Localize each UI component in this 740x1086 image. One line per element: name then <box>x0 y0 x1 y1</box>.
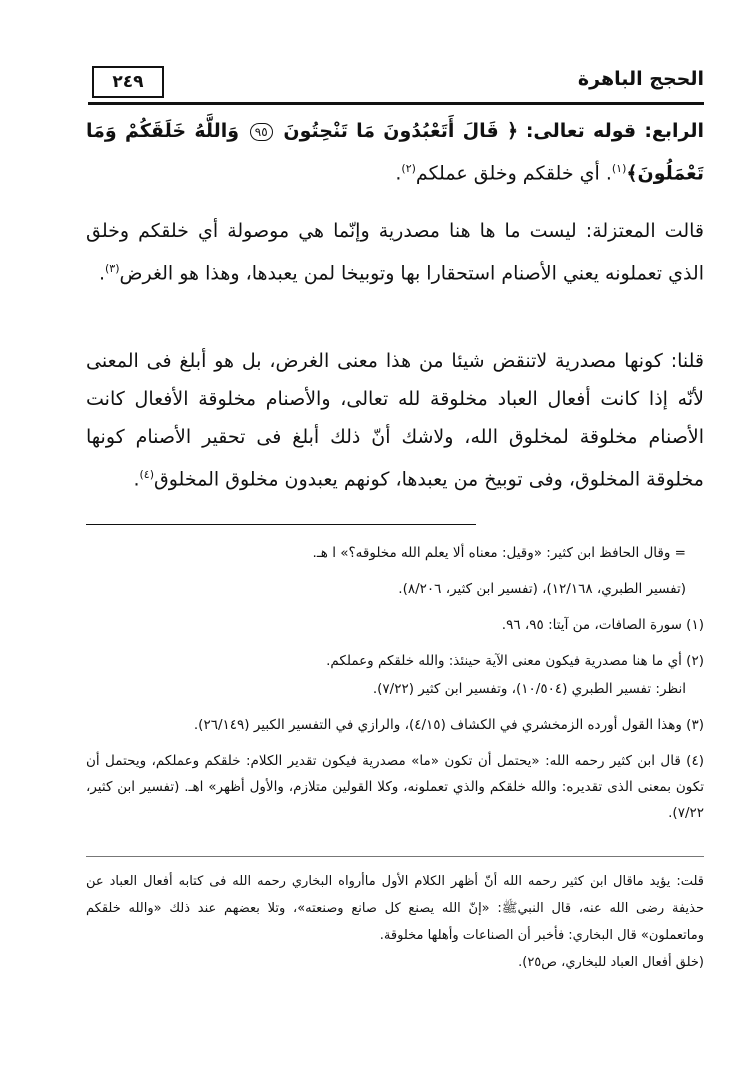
footnote-ref-1: (١) <box>611 162 627 175</box>
page-number: ٢٤٩ <box>92 66 164 98</box>
main-text-2 <box>86 212 704 292</box>
verse-number: ٩٥ <box>250 123 273 141</box>
paragraph-end: . <box>133 468 140 491</box>
book-title: الحجج الباهرة <box>577 68 704 90</box>
footnote-continuation: = وقال الحافظ ابن كثير: «وقيل: معناه ألا يعلم الله مخلوقه؟» ا هـ. <box>312 545 686 561</box>
main-text-3 <box>86 342 704 498</box>
paragraph-lead: الرابع: قوله تعالى: <box>525 120 705 142</box>
footnote-3: (٣) وهذا القول أورده الزمخشري في الكشاف (٤/١٥)، والرازي في التفسير الكبير (٢٦/١٤٩). <box>193 717 704 733</box>
paragraph-mutazila <box>86 212 704 292</box>
note-text: قلت: يؤيد ماقال ابن كثير رحمه الله أنّ أظهر الكلام الأول ماأرواه البخاري رحمه الله فى كتابه أفعال العباد عن حذيفة رضى الله عنه، قال النبيﷺ: «إنّ الله يصنع كل صانع وصنعته»، وتلا بعضهم عند ذلك «والله خلقكم وماتعملون» قال البخاري: فأخبر أن الصناعات وأهلها مخلوقة. <box>86 874 704 943</box>
paragraph-end: . <box>98 262 105 285</box>
note-divider <box>86 856 704 857</box>
footnote-1: (١) سورة الصافات، من آيتا: ٩٥، ٩٦. <box>501 617 704 633</box>
footnote-ref-4: (٤) <box>139 468 154 481</box>
paragraph-end: . <box>395 162 402 185</box>
note-source: (خلق أفعال العباد للبخاري، ص٢٥). <box>518 955 704 970</box>
author-note <box>86 868 704 986</box>
footnote-ref-2: (٢) <box>401 162 416 175</box>
quran-verse-part-1: ﴿ قَالَ أَتَعْبُدُونَ مَا تَنْحِتُونَ <box>283 120 519 142</box>
paragraph-fourth-point <box>86 112 704 192</box>
footnote-4: (٤) قال ابن كثير رحمه الله: «يحتمل أن تكون «ما» مصدرية فيكون تقدير الكلام: خلقكم وعملكم، ويحتمل أن تكون بمعنى الذى تقديره: والله خلقكم والذي تعملونه، وكلا القولين متلازم، والأول أظهر» اهـ. (تفسير ابن كثير، ٧/٢٢). <box>86 753 704 821</box>
paragraph-response <box>86 342 704 498</box>
header-divider <box>88 102 704 105</box>
footnote-2-source: انظر: تفسير الطبري (١٠/٥٠٤)، وتفسير ابن كثير (٧/٢٢). <box>372 681 686 697</box>
paragraph-text: قلنا: كونها مصدرية لاتنقض شيئا من هذا معنى الغرض، بل هو أبلغ فى المعنى لأنّه إذا كانت أفعال العباد مخلوقة لله تعالى، والأصنام مخلوقة الأفعال كانت الأصنام مخلوقة لمخلوق الله، ولاشك أنّ ذلك أبلغ فى تحقير الأصنام كونها مخلوقة المخلوق، وفى توبيخ من يعبدها، كونهم يعبدون مخلوق المخلوق <box>86 350 704 491</box>
footnote-ref-3: (٣) <box>105 262 120 275</box>
paragraph-rest: . أي خلقكم وخلق عملكم <box>415 162 612 185</box>
footnote-divider <box>86 524 476 525</box>
main-text-1 <box>86 112 704 192</box>
footnote-2: (٢) أي ما هنا مصدرية فيكون معنى الآية حينئذ: والله خلقكم وعملكم. <box>326 653 704 669</box>
footnotes <box>86 540 704 836</box>
page-header <box>88 62 704 104</box>
footnote-continuation-source: (تفسير الطبري، ١٢/١٦٨)، (تفسير ابن كثير، ٨/٢٠٦). <box>398 581 686 597</box>
paragraph-text: قالت المعتزلة: ليست ما ها هنا مصدرية وإنّما هي موصولة أي خلقكم وخلق الذي تعملونه يعني الأصنام استحقارا بها وتوبيخا لمن يعبدها، وهذا هو الغرض <box>86 220 704 285</box>
quran-verse-part-2: وَاللَّهُ خَلَقَكُمْ وَمَا تَعْمَلُونَ﴾ <box>86 120 704 185</box>
